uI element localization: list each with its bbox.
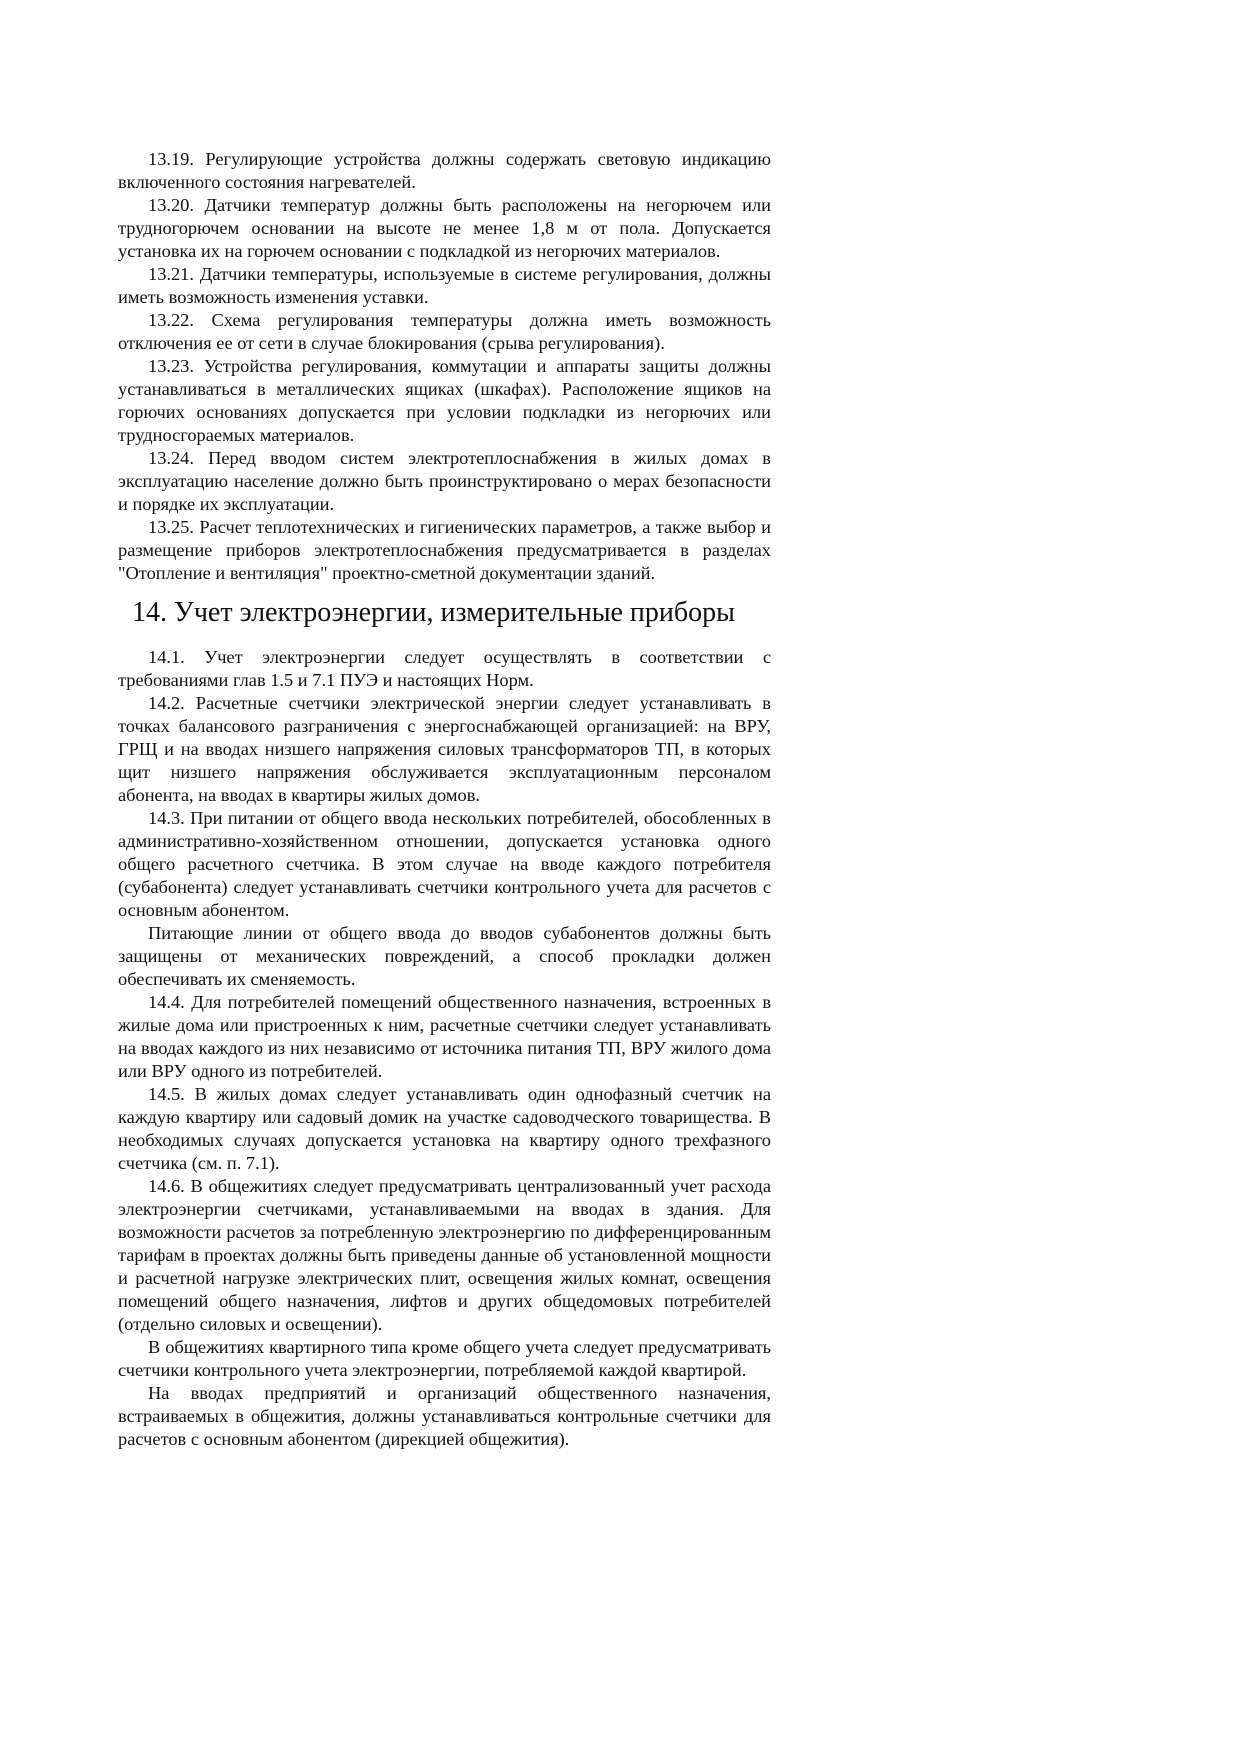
- paragraph-14-6-dormitory: В общежитиях квартирного типа кроме общего учета следует предусматривать счетчики контрольного учета электроэнергии, потребляемой каждой квартирой.: [118, 1337, 771, 1380]
- paragraph-13-23: 13.23. Устройства регулирования, коммутации и аппараты защиты должны устанавливаться в металлических ящиках (шкафах). Расположение ящиков на горючих основаниях допускается при условии подкладки из негорючих или трудносгораемых материалов.: [118, 356, 771, 445]
- paragraph-14-6-enterprises: На вводах предприятий и организаций общественного назначения, встраиваемых в общежития, должны устанавливаться контрольные счетчики для расчетов с основным абонентом (дирекцией общежития).: [118, 1383, 771, 1449]
- paragraph-13-20: 13.20. Датчики температур должны быть расположены на негорючем или трудногорючем основании на высоте не менее 1,8 м от пола. Допускается установка их на горючем основании с подкладкой из негорючих материалов.: [118, 195, 771, 261]
- paragraph-13-19: 13.19. Регулирующие устройства должны содержать световую индикацию включенного состояния нагревателей.: [118, 149, 771, 192]
- section-14-heading: 14. Учет электроэнергии, измерительные приборы: [132, 597, 735, 628]
- paragraph-13-25: 13.25. Расчет теплотехнических и гигиенических параметров, а также выбор и размещение приборов электротеплоснабжения предусматривается в разделах "Отопление и вентиляция" проектно-сметной документации зданий.: [118, 517, 771, 583]
- section-14: [118, 646, 771, 1451]
- paragraph-13-21: 13.21. Датчики температуры, используемые в системе регулирования, должны иметь возможность изменения уставки.: [118, 264, 771, 307]
- paragraph-14-3: 14.3. При питании от общего ввода нескольких потребителей, обособленных в административно-хозяйственном отношении, допускается установка одного общего расчетного счетчика. В этом случае на вводе каждого потребителя (субабонента) следует устанавливать счетчики контрольного учета для расчетов с основным абонентом.: [118, 808, 771, 920]
- section-13: [118, 148, 771, 585]
- document-page: [118, 148, 771, 1451]
- paragraph-14-4: 14.4. Для потребителей помещений общественного назначения, встроенных в жилые дома или пристроенных к ним, расчетные счетчики следует устанавливать на вводах каждого из них независимо от источника питания ТП, ВРУ жилого дома или ВРУ одного из потребителей.: [118, 992, 771, 1081]
- paragraph-13-22: 13.22. Схема регулирования температуры должна иметь возможность отключения ее от сети в случае блокирования (срыва регулирования).: [118, 310, 771, 353]
- paragraph-13-24: 13.24. Перед вводом систем электротеплоснабжения в жилых домах в эксплуатацию население должно быть проинструктировано о мерах безопасности и порядке их эксплуатации.: [118, 448, 771, 514]
- paragraph-14-6: 14.6. В общежитиях следует предусматривать централизованный учет расхода электроэнергии счетчиками, устанавливаемыми на вводах в здания. Для возможности расчетов за потребленную электроэнергию по дифференцированным тарифам в проектах должны быть приведены данные об установленной мощности и расчетной нагрузке электрических плит, освещения жилых комнат, освещения помещений общего назначения, лифтов и других общедомовых потребителей (отдельно силовых и освещении).: [118, 1176, 771, 1334]
- paragraph-14-2: 14.2. Расчетные счетчики электрической энергии следует устанавливать в точках балансового разграничения с энергоснабжающей организацией: на ВРУ, ГРЩ и на вводах низшего напряжения силовых трансформаторов ТП, в которых щит низшего напряжения обслуживается эксплуатационным персоналом абонента, на вводах в квартиры жилых домов.: [118, 693, 771, 805]
- paragraph-14-5: 14.5. В жилых домах следует устанавливать один однофазный счетчик на каждую квартиру или садовый домик на участке садоводческого товарищества. В необходимых случаях допускается установка на квартиру одного трехфазного счетчика (см. п. 7.1).: [118, 1084, 771, 1173]
- paragraph-14-3-continued: Питающие линии от общего ввода до вводов субабонентов должны быть защищены от механических повреждений, а способ прокладки должен обеспечивать их сменяемость.: [118, 923, 771, 989]
- paragraph-14-1: 14.1. Учет электроэнергии следует осуществлять в соответствии с требованиями глав 1.5 и 7.1 ПУЭ и настоящих Норм.: [118, 647, 771, 690]
